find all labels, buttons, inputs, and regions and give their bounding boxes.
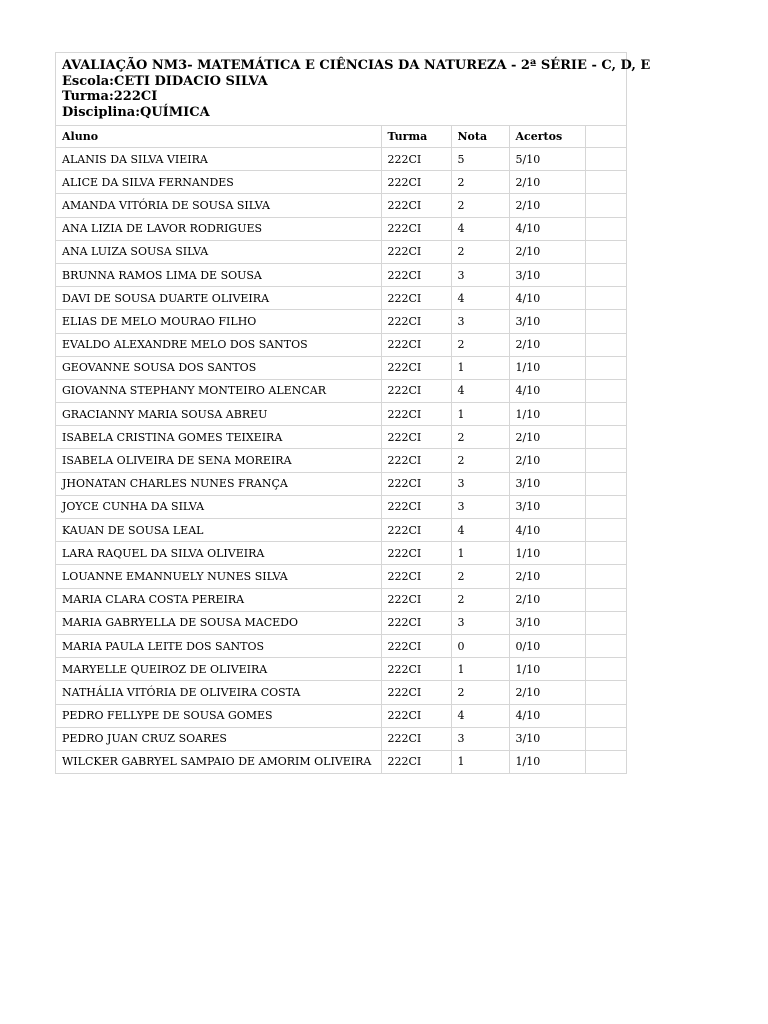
cell-acertos: 4/10 [509, 217, 585, 240]
cell-aluno: EVALDO ALEXANDRE MELO DOS SANTOS [56, 333, 381, 356]
cell-empty [585, 379, 626, 402]
table-row [56, 565, 626, 588]
cell-turma: 222CI [381, 426, 451, 449]
cell-aluno: BRUNNA RAMOS LIMA DE SOUSA [56, 263, 381, 286]
cell-empty [585, 472, 626, 495]
cell-empty [585, 704, 626, 727]
cell-turma: 222CI [381, 565, 451, 588]
cell-acertos: 1/10 [509, 403, 585, 426]
table-row [56, 263, 626, 286]
cell-acertos: 5/10 [509, 148, 585, 171]
table-row [56, 588, 626, 611]
cell-turma: 222CI [381, 681, 451, 704]
cell-acertos: 3/10 [509, 727, 585, 750]
cell-empty [585, 171, 626, 194]
cell-empty [585, 658, 626, 681]
cell-aluno: MARIA PAULA LEITE DOS SANTOS [56, 634, 381, 657]
cell-nota: 3 [451, 263, 509, 286]
cell-aluno: DAVI DE SOUSA DUARTE OLIVEIRA [56, 287, 381, 310]
cell-nota: 2 [451, 449, 509, 472]
column-header-nota: Nota [451, 126, 509, 148]
cell-aluno: MARIA CLARA COSTA PEREIRA [56, 588, 381, 611]
table-row [56, 681, 626, 704]
cell-empty [585, 240, 626, 263]
cell-aluno: ANA LUIZA SOUSA SILVA [56, 240, 381, 263]
grade-report [55, 52, 651, 774]
cell-nota: 3 [451, 611, 509, 634]
cell-nota: 1 [451, 403, 509, 426]
report-title: AVALIAÇÃO NM3- MATEMÁTICA E CIÊNCIAS DA NATUREZA - 2ª SÉRIE - C, D, E [62, 58, 651, 73]
grades-table [56, 126, 626, 773]
cell-turma: 222CI [381, 217, 451, 240]
cell-aluno: ALICE DA SILVA FERNANDES [56, 171, 381, 194]
subject-name: Disciplina:QUÍMICA [62, 104, 210, 120]
table-row [56, 148, 626, 171]
table-body [56, 148, 626, 774]
cell-acertos: 1/10 [509, 658, 585, 681]
column-header-turma: Turma [381, 126, 451, 148]
cell-empty [585, 310, 626, 333]
cell-empty [585, 287, 626, 310]
cell-empty [585, 542, 626, 565]
cell-turma: 222CI [381, 194, 451, 217]
cell-acertos: 1/10 [509, 750, 585, 773]
cell-acertos: 3/10 [509, 472, 585, 495]
cell-acertos: 4/10 [509, 287, 585, 310]
cell-acertos: 2/10 [509, 194, 585, 217]
cell-nota: 3 [451, 310, 509, 333]
cell-nota: 0 [451, 634, 509, 657]
cell-turma: 222CI [381, 495, 451, 518]
cell-aluno: JHONATAN CHARLES NUNES FRANÇA [56, 472, 381, 495]
table-row [56, 240, 626, 263]
cell-nota: 5 [451, 148, 509, 171]
cell-acertos: 3/10 [509, 611, 585, 634]
cell-nota: 4 [451, 519, 509, 542]
cell-turma: 222CI [381, 148, 451, 171]
cell-empty [585, 426, 626, 449]
column-header-aluno: Aluno [56, 126, 381, 148]
cell-nota: 2 [451, 565, 509, 588]
cell-nota: 2 [451, 240, 509, 263]
table-row [56, 472, 626, 495]
table-row [56, 403, 626, 426]
cell-aluno: JOYCE CUNHA DA SILVA [56, 495, 381, 518]
cell-aluno: NATHÁLIA VITÓRIA DE OLIVEIRA COSTA [56, 681, 381, 704]
cell-acertos: 3/10 [509, 495, 585, 518]
cell-aluno: MARYELLE QUEIROZ DE OLIVEIRA [56, 658, 381, 681]
cell-aluno: AMANDA VITÓRIA DE SOUSA SILVA [56, 194, 381, 217]
cell-nota: 1 [451, 658, 509, 681]
table-row [56, 449, 626, 472]
table-row [56, 287, 626, 310]
cell-acertos: 4/10 [509, 519, 585, 542]
cell-turma: 222CI [381, 403, 451, 426]
cell-nota: 4 [451, 379, 509, 402]
table-row [56, 519, 626, 542]
cell-aluno: KAUAN DE SOUSA LEAL [56, 519, 381, 542]
cell-empty [585, 263, 626, 286]
cell-turma: 222CI [381, 263, 451, 286]
cell-nota: 1 [451, 542, 509, 565]
table-row [56, 171, 626, 194]
cell-nota: 2 [451, 333, 509, 356]
cell-nota: 4 [451, 217, 509, 240]
cell-acertos: 0/10 [509, 634, 585, 657]
cell-empty [585, 681, 626, 704]
cell-empty [585, 565, 626, 588]
cell-empty [585, 217, 626, 240]
cell-aluno: LOUANNE EMANNUELY NUNES SILVA [56, 565, 381, 588]
cell-acertos: 1/10 [509, 542, 585, 565]
cell-turma: 222CI [381, 611, 451, 634]
cell-turma: 222CI [381, 519, 451, 542]
cell-empty [585, 588, 626, 611]
cell-turma: 222CI [381, 449, 451, 472]
cell-turma: 222CI [381, 588, 451, 611]
cell-empty [585, 333, 626, 356]
cell-turma: 222CI [381, 240, 451, 263]
cell-turma: 222CI [381, 658, 451, 681]
table-row [56, 217, 626, 240]
cell-nota: 3 [451, 495, 509, 518]
cell-turma: 222CI [381, 379, 451, 402]
class-name: Turma:222CI [62, 89, 158, 104]
cell-acertos: 2/10 [509, 449, 585, 472]
cell-aluno: LARA RAQUEL DA SILVA OLIVEIRA [56, 542, 381, 565]
cell-acertos: 2/10 [509, 588, 585, 611]
cell-aluno: ALANIS DA SILVA VIEIRA [56, 148, 381, 171]
cell-empty [585, 403, 626, 426]
cell-empty [585, 519, 626, 542]
cell-nota: 2 [451, 426, 509, 449]
table-row [56, 426, 626, 449]
cell-nota: 4 [451, 704, 509, 727]
column-header-empty [585, 126, 626, 148]
table-row [56, 310, 626, 333]
cell-empty [585, 611, 626, 634]
cell-aluno: WILCKER GABRYEL SAMPAIO DE AMORIM OLIVEIRA [56, 750, 381, 773]
report-header [56, 53, 651, 126]
table-row [56, 750, 626, 773]
cell-nota: 4 [451, 287, 509, 310]
table-row [56, 194, 626, 217]
cell-empty [585, 727, 626, 750]
table-row [56, 634, 626, 657]
table-row [56, 611, 626, 634]
cell-aluno: MARIA GABRYELLA DE SOUSA MACEDO [56, 611, 381, 634]
cell-nota: 3 [451, 472, 509, 495]
cell-acertos: 2/10 [509, 426, 585, 449]
cell-nota: 2 [451, 194, 509, 217]
table-row [56, 542, 626, 565]
cell-turma: 222CI [381, 750, 451, 773]
cell-turma: 222CI [381, 171, 451, 194]
cell-turma: 222CI [381, 356, 451, 379]
cell-empty [585, 148, 626, 171]
cell-empty [585, 634, 626, 657]
cell-turma: 222CI [381, 542, 451, 565]
cell-turma: 222CI [381, 310, 451, 333]
table-row [56, 356, 626, 379]
cell-aluno: ELIAS DE MELO MOURAO FILHO [56, 310, 381, 333]
cell-nota: 2 [451, 588, 509, 611]
table-row [56, 495, 626, 518]
table-row [56, 658, 626, 681]
cell-acertos: 2/10 [509, 565, 585, 588]
cell-acertos: 4/10 [509, 379, 585, 402]
cell-empty [585, 750, 626, 773]
cell-nota: 3 [451, 727, 509, 750]
cell-acertos: 1/10 [509, 356, 585, 379]
cell-aluno: GIOVANNA STEPHANY MONTEIRO ALENCAR [56, 379, 381, 402]
cell-empty [585, 495, 626, 518]
table-header-row [56, 126, 626, 148]
cell-turma: 222CI [381, 333, 451, 356]
cell-acertos: 2/10 [509, 681, 585, 704]
cell-turma: 222CI [381, 472, 451, 495]
cell-acertos: 2/10 [509, 171, 585, 194]
cell-aluno: PEDRO JUAN CRUZ SOARES [56, 727, 381, 750]
cell-empty [585, 194, 626, 217]
cell-empty [585, 356, 626, 379]
cell-turma: 222CI [381, 704, 451, 727]
cell-turma: 222CI [381, 727, 451, 750]
cell-nota: 2 [451, 681, 509, 704]
cell-nota: 1 [451, 356, 509, 379]
table-row [56, 704, 626, 727]
table-row [56, 727, 626, 750]
column-header-acertos: Acertos [509, 126, 585, 148]
table-row [56, 379, 626, 402]
cell-acertos: 2/10 [509, 333, 585, 356]
cell-aluno: ISABELA CRISTINA GOMES TEIXEIRA [56, 426, 381, 449]
cell-turma: 222CI [381, 287, 451, 310]
cell-aluno: PEDRO FELLYPE DE SOUSA GOMES [56, 704, 381, 727]
cell-acertos: 4/10 [509, 704, 585, 727]
cell-acertos: 3/10 [509, 310, 585, 333]
cell-aluno: GRACIANNY MARIA SOUSA ABREU [56, 403, 381, 426]
cell-acertos: 2/10 [509, 240, 585, 263]
cell-turma: 222CI [381, 634, 451, 657]
cell-acertos: 3/10 [509, 263, 585, 286]
cell-aluno: ANA LIZIA DE LAVOR RODRIGUES [56, 217, 381, 240]
cell-aluno: GEOVANNE SOUSA DOS SANTOS [56, 356, 381, 379]
cell-aluno: ISABELA OLIVEIRA DE SENA MOREIRA [56, 449, 381, 472]
cell-empty [585, 449, 626, 472]
school-name: Escola:CETI DIDACIO SILVA [62, 73, 268, 89]
cell-nota: 1 [451, 750, 509, 773]
table-row [56, 333, 626, 356]
cell-nota: 2 [451, 171, 509, 194]
